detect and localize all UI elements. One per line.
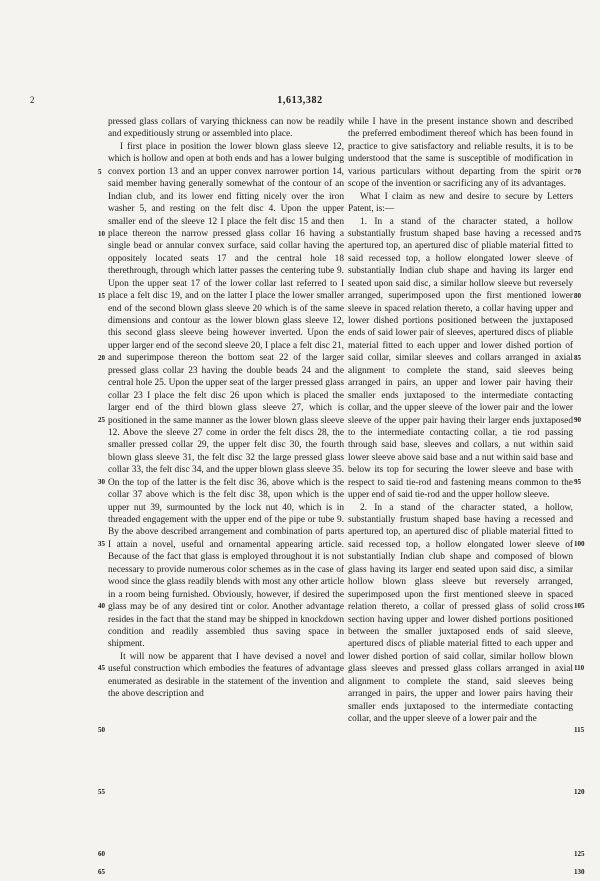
line-number: 5 — [98, 168, 102, 176]
left-text-column — [108, 116, 344, 701]
page-number: 2 — [30, 95, 35, 105]
line-number: 30 — [98, 478, 105, 486]
line-number: 65 — [98, 868, 105, 876]
line-number: 10 — [98, 230, 105, 238]
line-number: 115 — [574, 726, 585, 734]
line-number: 60 — [98, 850, 105, 858]
line-number: 70 — [574, 168, 581, 176]
line-number: 75 — [574, 230, 581, 238]
line-number: 55 — [98, 788, 105, 796]
line-number: 125 — [574, 850, 585, 858]
line-number: 105 — [574, 602, 585, 610]
line-number: 100 — [574, 540, 585, 548]
line-number: 90 — [574, 416, 581, 424]
line-number: 120 — [574, 788, 585, 796]
line-number: 15 — [98, 292, 105, 300]
patent-number: 1,613,382 — [277, 95, 323, 106]
line-number: 110 — [574, 664, 585, 672]
paragraph: What I claim as new and desire to secure by Letters Patent, is:— — [348, 191, 573, 215]
line-number: 35 — [98, 540, 105, 548]
right-text-column — [348, 116, 573, 725]
line-number: 80 — [574, 292, 581, 300]
line-number: 25 — [98, 416, 105, 424]
line-number: 45 — [98, 664, 105, 672]
paragraph: while I have in the present instance shown and described the preferred embodiment thereof which has been found in practice to give satisfactory and reliable results, it is to be understood that the same is susceptible of modification in various particulars without departing from the spirit or scope of the invention or sacrificing any of its advantages. — [348, 117, 573, 190]
paragraph: pressed glass collars of varying thickness can now be readily and expeditiously strung or assembled into place. — [108, 117, 344, 140]
paragraph: I first place in position the lower blown glass sleeve 12, which is hollow and open at both ends and has a lower bulging convex portion 13 and an upper convex narrower portion 14, said member having generally somewhat of the contour of an Indian club, and its lower end fitting nicely over the iron washer 5, and resting on the felt disc 4. Upon the upper smaller end of the sleeve 12 I place the felt disc 15 and then place thereon the narrow pressed glass collar 16 having a single bead or annular convex surface, said collar having the oppositely located seats 17 and the central hole 18 therethrough, through which latter passes the centering tube 9. Upon the upper seat 17 of the lower collar last referred to I place a felt disc 19, and on the latter I place the lower smaller end of the second blown glass sleeve 20 which is of the same dimensions and contour as the lower blown glass sleeve 12, this second glass sleeve being however inverted. Upon the upper larger end of the second sleeve 20, I place a felt disc 21, and superimpose thereon the bottom seat 22 of the larger pressed glass collar 23 having the double beads 24 and the central hole 25. Upon the upper seat of the larger pressed glass collar 23 I place the felt disc 26 upon which is placed the larger end of the third blown glass sleeve 27, which is positioned in the same manner as the lower blown glass sleeve 12. Above the sleeve 27 come in order the felt discs 28, the smaller pressed collar 29, the upper felt disc 30, the fourth blown glass sleeve 31, the felt disc 32 the large pressed glass collar 33, the felt disc 34, and the upper blown glass sleeve 35. On the top of the latter is the felt disc 36, above which is the collar 37 above which is the felt disc 38, upon which is the upper nut 39, surmounted by the lock nut 40, which is in threaded engagement with the upper end of the pipe or tube 9. By the above described arrangement and combination of parts I attain a novel, useful and ornamental appearing article. Because of the fact that glass is employed throughout it is not necessary to provide numerous color schemes as in the case of wood since the glass readily blends with most any other article in a room being furnished. Obviously, however, if desired the glass may be of any desired tint or color. Another advantage resides in the fact that the stand may be shipped in knockdown condition and readily assembled thus saving space in shipment. — [108, 141, 344, 650]
line-number: 40 — [98, 602, 105, 610]
line-number: 95 — [574, 478, 581, 486]
paragraph: 2. In a stand of the character stated, a hollow, substantially frustum shaped base having a recessed and apertured top, an apertured disc of pliable material fitted to said recessed top, a hollow elongated lower sleeve of substantially Indian club shape and composed of blown glass having its larger end seated upon said disc, a similar hollow blown glass sleeve but reversely arranged, superimposed upon the first mentioned sleeve in spaced relation thereto, a collar of pressed glass of solid cross section having upper and lower dished portions positioned between the smaller juxtaposed ends of said sleeve, apertured discs of pliable material fitted to each upper and lower dished portion of said collar, similar hollow blown glass sleeves and pressed glass collars arranged in axial alignment to complete the stand, said sleeves being arranged in pairs, the upper and lower pairs having their smaller ends juxtaposed to the intermediate contacting collar, and the upper sleeve of a lower pair and the — [348, 502, 573, 724]
paragraph: It will now be apparent that I have devised a novel and useful construction which embodies the features of advantage enumerated as desirable in the statement of the invention and the above description and — [108, 651, 344, 700]
line-number: 130 — [574, 868, 585, 876]
line-number: 20 — [98, 354, 105, 362]
paragraph: 1. In a stand of the character stated, a hollow substantially frustum shaped base having a recessed and apertured top, an apertured disc of pliable material fitted to said recessed top, a hollow elongated lower sleeve of substantially Indian club shape and having its larger end seated upon said disc, a similar hollow sleeve but reversely arranged, superimposed upon the first mentioned lower sleeve in spaced relation thereto, a collar having upper and lower dished portions positioned between the juxtaposed ends of said lower pair of sleeves, apertured discs of pliable material fitted to each upper and lower dished portion of said collar, similar sleeves and collars arranged in axial alignment to complete the stand, said sleeves being arranged in pairs, an upper and lower pair having their smaller ends juxtaposed to the intermediate contacting collar, and the upper sleeve of the lower pair and the lower sleeve of the upper pair having their larger ends juxtaposed to the intermediate contacting collar, a tie rod passing through said base, sleeves and collars, a nut within said lower sleeve above said base and a nut within said base and below its top for securing the lower sleeve and base with respect to said tie-rod and fastening means common to the upper end of said tie-rod and the upper hollow sleeve. — [348, 216, 573, 501]
line-number: 85 — [574, 354, 581, 362]
line-number: 50 — [98, 726, 105, 734]
